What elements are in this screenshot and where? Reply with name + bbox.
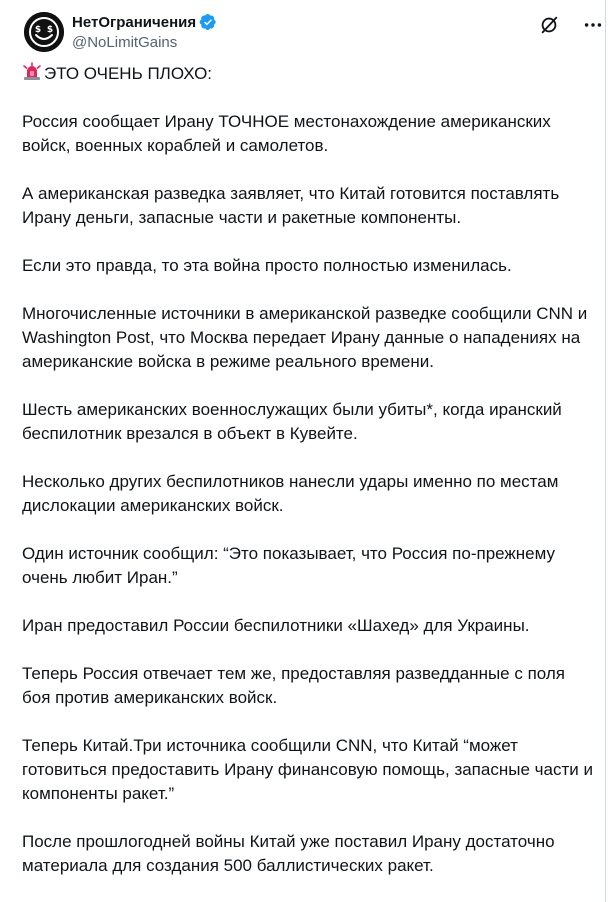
smiley-dollar-eyes-avatar-icon bbox=[24, 12, 64, 52]
heading-text: ЭТО ОЧЕНЬ ПЛОХО: bbox=[44, 64, 213, 83]
grok-icon[interactable] bbox=[538, 14, 560, 36]
rotating-light-icon bbox=[22, 62, 42, 82]
tweet-heading bbox=[22, 62, 594, 86]
tweet-paragraph: Теперь Китай.Три источника сообщили CNN, что Китай “может готовиться предоставить Ирану финансовую помощь, запасные части и компоненты ракет.” bbox=[22, 736, 593, 803]
display-name[interactable]: НетОграничения bbox=[72, 13, 197, 31]
svg-text:$: $ bbox=[34, 25, 42, 35]
tweet-paragraph: После прошлогодней войны Китай уже поставил Ирану достаточно материала для создания 500 баллистических ракет. bbox=[22, 832, 555, 875]
tweet-paragraph: Если это правда, то эта война просто полностью изменилась. bbox=[22, 256, 512, 275]
author-info bbox=[72, 12, 217, 51]
tweet-paragraph: Россия сообщает Ирану ТОЧНОЕ местонахождение американских войск, военных кораблей и самолетов. bbox=[22, 112, 551, 155]
svg-text:$: $ bbox=[46, 25, 54, 35]
handle[interactable]: @NoLimitGains bbox=[72, 34, 178, 51]
tweet-paragraph: Шесть американских военнослужащих были убиты*, когда иранский беспилотник врезался в объект в Кувейте. bbox=[22, 400, 562, 443]
tweet-header bbox=[22, 0, 605, 64]
tweet-paragraph: Несколько других беспилотников нанесли удары именно по местам дислокации американских войск. bbox=[22, 472, 559, 515]
tweet-paragraph: Теперь Россия отвечает тем же, предоставляя разведданные с поля боя против американских войск. bbox=[22, 664, 565, 707]
tweet-paragraph: Иран предоставил России беспилотники «Шахед» для Украины. bbox=[22, 616, 530, 635]
tweet-text bbox=[22, 62, 594, 902]
tweet-paragraph: А американская разведка заявляет, что Китай готовится поставлять Ирану деньги, запасные части и ракетные компоненты. bbox=[22, 184, 560, 227]
avatar[interactable] bbox=[24, 12, 64, 52]
more-icon[interactable] bbox=[582, 14, 604, 36]
tweet-paragraph: Один источник сообщил: “Это показывает, что Россия по-прежнему очень любит Иран.” bbox=[22, 544, 556, 587]
verified-badge-icon[interactable] bbox=[199, 13, 217, 31]
tweet-paragraph: Многочисленные источники в американской разведке сообщили CNN и Washington Post, что Москва передает Ирану данные о нападениях на американские войска в режиме реального времени. bbox=[22, 304, 588, 371]
